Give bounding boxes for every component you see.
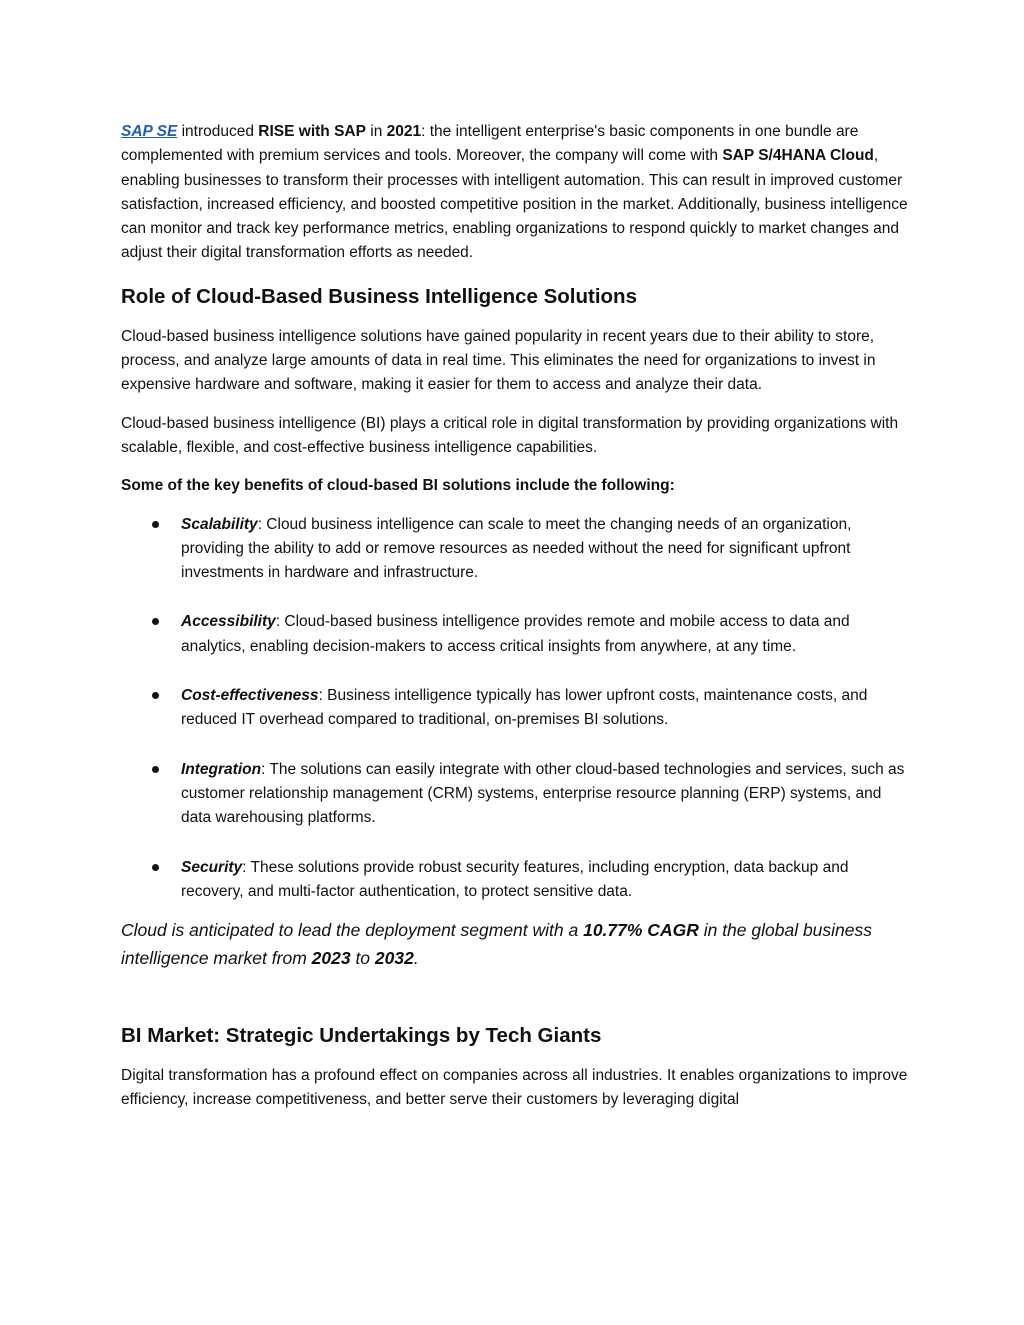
bi-market-paragraph: Digital transformation has a profound effect on companies across all industries. It enables organizations to improve efficiency, increase competitiveness, and better serve their customers by leveraging digital — [121, 1067, 908, 1109]
document-content — [121, 120, 911, 1113]
callout-text-3: to — [350, 948, 375, 969]
callout-text-2: in the global business intelligence market from — [121, 920, 873, 969]
benefit-term: Accessibility — [181, 613, 276, 631]
intro-text-2: in — [365, 123, 387, 140]
list-item — [121, 684, 911, 733]
callout-start-year: 2023 — [311, 948, 351, 969]
list-item — [121, 856, 911, 905]
intro-bold-year: 2021 — [386, 123, 422, 140]
list-item — [121, 610, 911, 659]
cloud-bi-paragraph-1: Cloud-based business intelligence solutions have gained popularity in recent years due to their ability to store, process, and analyze large amounts of data in real time. This eliminates the need for organizations to invest in expensive hardware and software, making it easier for them to access and analyze their data. — [121, 327, 876, 394]
callout-cagr-value: 10.77% CAGR — [583, 920, 699, 941]
benefit-text: : These solutions provide robust security features, including encryption, data backup and recovery, and multi-factor authentication, to protect sensitive data. — [181, 858, 849, 900]
benefit-term: Security — [181, 858, 243, 876]
benefits-intro: Some of the key benefits of cloud-based BI solutions include the following: — [121, 477, 675, 495]
intro-text-1: introduced — [177, 123, 259, 140]
benefit-text: : Business intelligence typically has lower upfront costs, maintenance costs, and reduced IT overhead compared to traditional, on-premises BI solutions. — [181, 687, 868, 729]
benefit-text: : Cloud-based business intelligence provides remote and mobile access to data and analytics, enabling decision-makers to access critical insights from anywhere, at any time. — [181, 613, 850, 655]
intro-text-4: , enabling businesses to transform their processes with intelligent automation. This can result in improved customer satisfaction, increased efficiency, and boosted competitive position in the market. Additionally, business intelligence can monitor and track key performance metrics, enabling organizations to respond quickly to market changes and adjust their digital transformation efforts as needed. — [121, 147, 908, 262]
sap-se-link[interactable]: SAP SE — [121, 123, 178, 140]
benefit-term: Integration — [181, 760, 262, 778]
benefits-list — [121, 513, 911, 905]
callout-text-4: . — [413, 948, 419, 969]
heading-bi-market: BI Market: Strategic Undertakings by Tech Giants — [121, 1024, 602, 1048]
intro-bold-rise: RISE with SAP — [258, 123, 366, 140]
benefit-text: : The solutions can easily integrate with other cloud-based technologies and services, such as customer relationship management (CRM) systems, enterprise resource planning (ERP) systems, and data warehousing platforms. — [181, 760, 905, 827]
bullet-dot-icon — [152, 692, 159, 699]
bullet-dot-icon — [152, 864, 159, 871]
cagr-callout — [121, 916, 911, 972]
cloud-bi-paragraph-2: Cloud-based business intelligence (BI) plays a critical role in digital transformation by providing organizations with scalable, flexible, and cost-effective business intelligence capabilities. — [121, 414, 899, 456]
callout-text-1: Cloud is anticipated to lead the deployment segment with a — [121, 920, 584, 941]
benefit-term: Scalability — [181, 515, 258, 533]
bullet-dot-icon — [152, 766, 159, 773]
bullet-dot-icon — [152, 618, 159, 625]
heading-role-cloud-bi: Role of Cloud-Based Business Intelligence Solutions — [121, 284, 637, 308]
benefit-text: : Cloud business intelligence can scale to meet the changing needs of an organization, providing the ability to add or remove resources as needed without the need for significant upfront investments in hardware and infrastructure. — [181, 515, 852, 582]
list-item — [121, 513, 911, 586]
list-item — [121, 758, 911, 831]
bullet-dot-icon — [152, 521, 159, 528]
callout-end-year: 2032 — [374, 948, 414, 969]
intro-paragraph — [121, 120, 911, 266]
benefit-term: Cost-effectiveness — [181, 687, 319, 705]
intro-bold-s4hana: SAP S/4HANA Cloud — [722, 147, 874, 165]
intro-text-3: : the intelligent enterprise's basic components in one bundle are complemented with premium services and tools. Moreover, the company will come with — [121, 123, 859, 165]
